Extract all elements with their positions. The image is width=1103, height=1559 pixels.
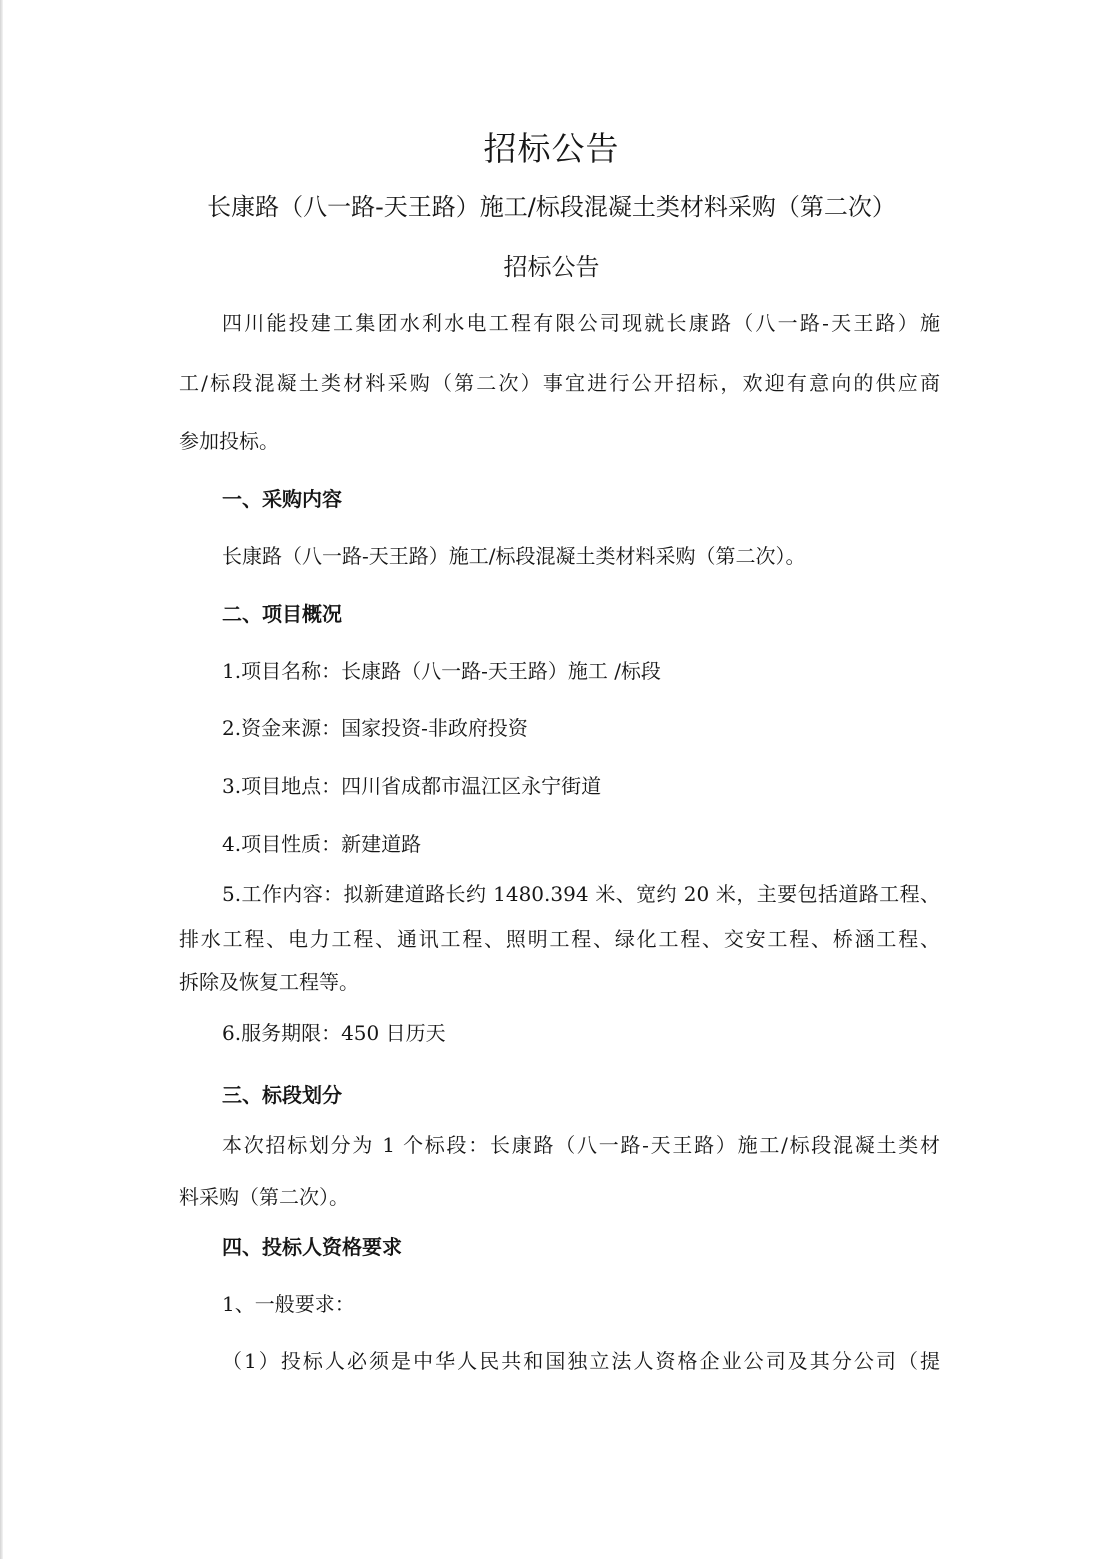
- qualifications-general: 1、一般要求：: [222, 1292, 355, 1316]
- intro-line-2: 工/标段混凝土类材料采购（第二次）事宜进行公开招标，欢迎有意向的供应商: [179, 371, 940, 395]
- intro-line-3: 参加投标。: [179, 429, 279, 453]
- overview-item-scope-line-1: 5.工作内容：拟新建道路长约 1480.394 米、宽约 20 米，主要包括道路工程、: [222, 882, 940, 906]
- procurement-content: 长康路（八一路-天王路）施工/标段混凝土类材料采购（第二次）。: [222, 544, 806, 568]
- overview-item-duration: 6.服务期限：450 日历天: [222, 1021, 446, 1045]
- overview-item-name: 1.项目名称：长康路（八一路-天王路）施工 /标段: [222, 659, 661, 683]
- page-title: 招标公告: [483, 129, 620, 168]
- section-heading-lots: 三、标段划分: [222, 1083, 342, 1107]
- overview-item-nature: 4.项目性质：新建道路: [222, 832, 422, 856]
- intro-line-1: 四川能投建工集团水利水电工程有限公司现就长康路（八一路-天王路）施: [222, 311, 940, 335]
- lots-line-2: 料采购（第二次）。: [179, 1185, 349, 1209]
- scan-edge: [0, 0, 3, 1559]
- overview-item-funding: 2.资金来源：国家投资-非政府投资: [222, 716, 528, 740]
- section-heading-qualifications: 四、投标人资格要求: [222, 1235, 402, 1259]
- project-subtitle: 长康路（八一路-天王路）施工/标段混凝土类材料采购（第二次）: [207, 193, 896, 221]
- section-heading-procurement: 一、采购内容: [222, 487, 342, 511]
- announcement-subtitle: 招标公告: [503, 253, 600, 281]
- qualifications-item-1: （1）投标人必须是中华人民共和国独立法人资格企业公司及其分公司（提: [222, 1349, 940, 1373]
- section-heading-overview: 二、项目概况: [222, 602, 342, 626]
- lots-line-1: 本次招标划分为 1 个标段：长康路（八一路-天王路）施工/标段混凝土类材: [222, 1133, 940, 1157]
- overview-item-scope-line-2: 排水工程、电力工程、通讯工程、照明工程、绿化工程、交安工程、桥涵工程、: [179, 927, 940, 951]
- overview-item-scope-line-3: 拆除及恢复工程等。: [179, 970, 359, 994]
- overview-item-location: 3.项目地点：四川省成都市温江区永宁街道: [222, 774, 602, 798]
